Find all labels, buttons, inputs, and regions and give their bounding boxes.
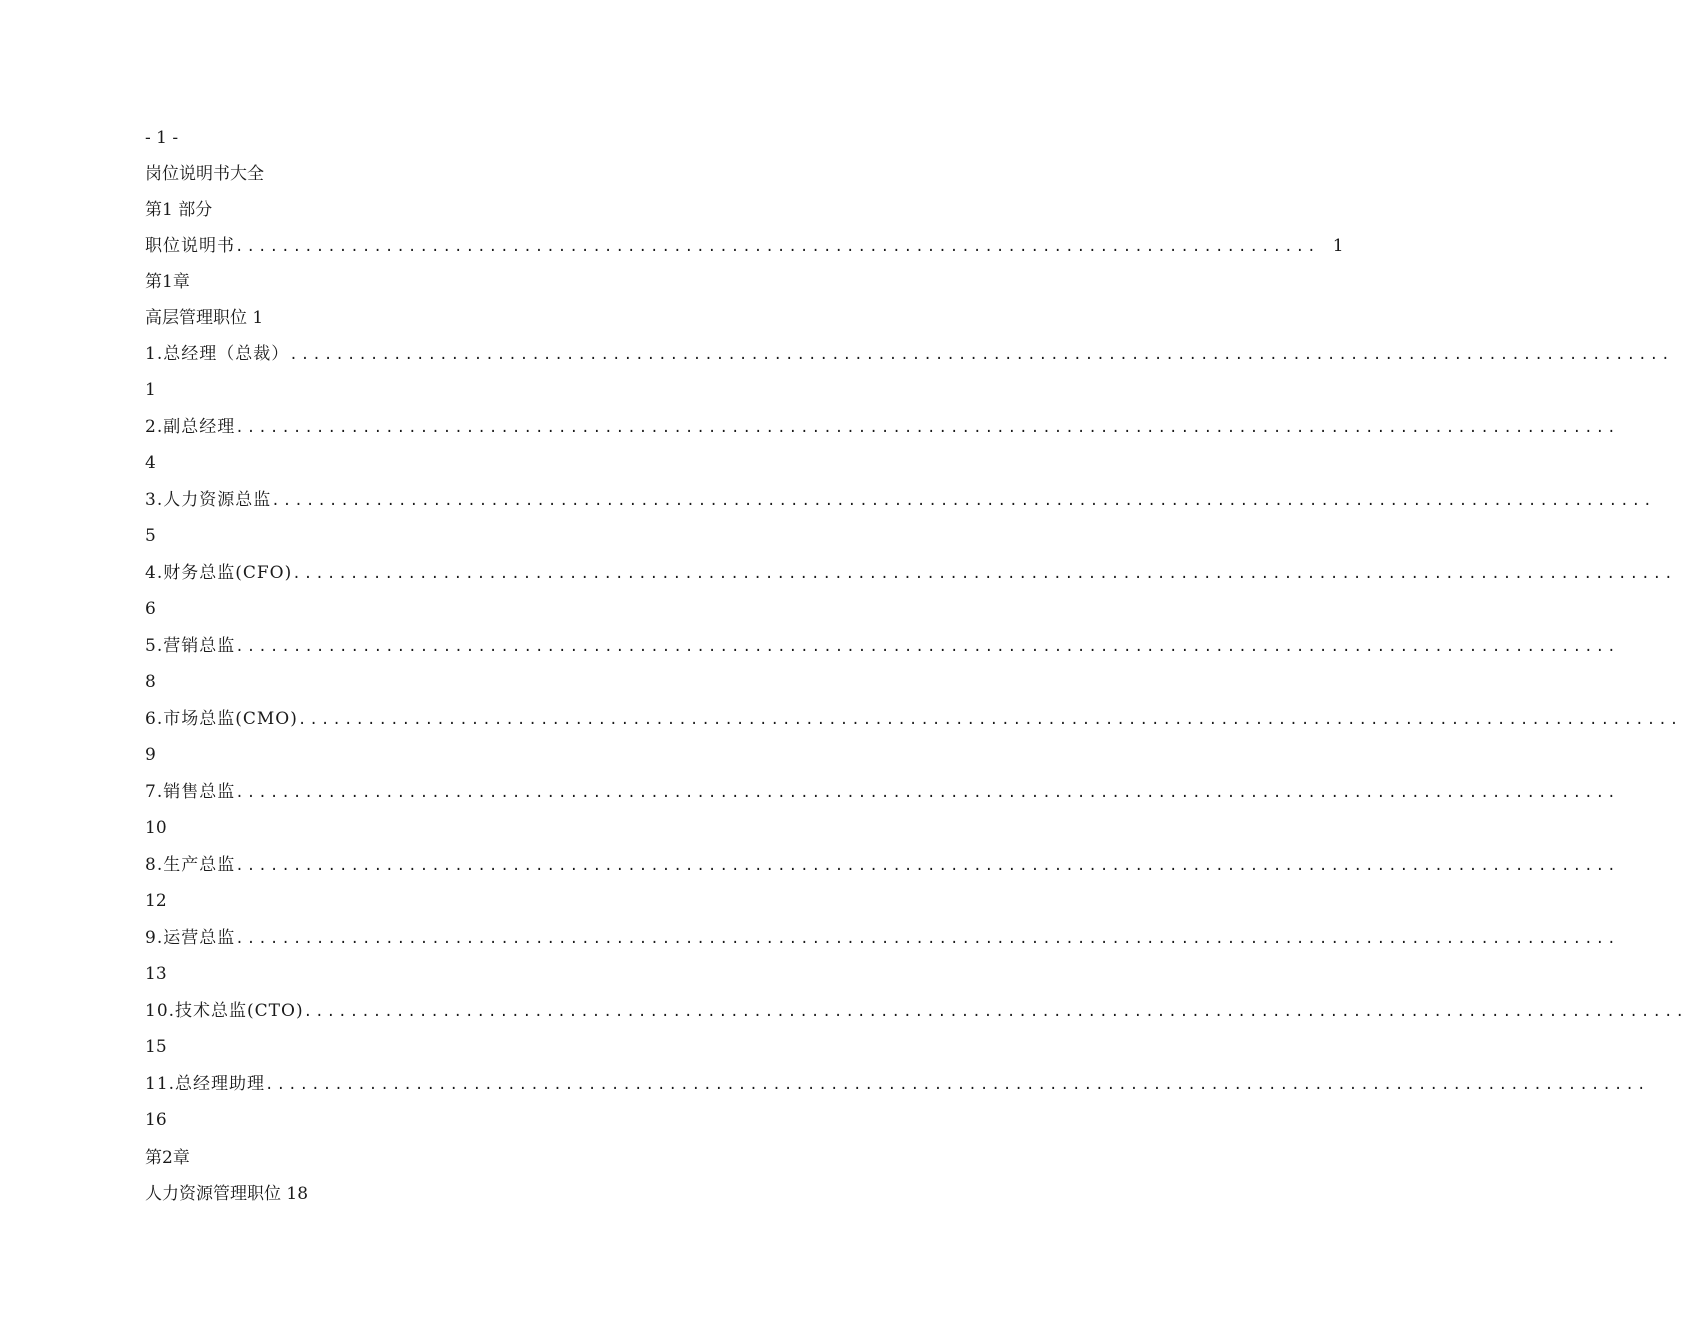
toc-leader-dots: .............................................................................................. — [235, 239, 1319, 255]
toc-entry-page: 13 — [145, 964, 167, 984]
toc-entry[interactable] — [145, 926, 1619, 950]
toc-entry-title: 6.市场总监(CMO) — [145, 709, 298, 729]
toc-entry[interactable] — [145, 707, 1682, 731]
toc-entry-page: 16 — [145, 1110, 167, 1130]
toc-entry[interactable] — [145, 999, 1687, 1023]
toc-entry-title: 3.人力资源总监 — [145, 490, 272, 510]
toc-entry-page: 9 — [145, 745, 156, 765]
toc-entry-page: 1 — [145, 380, 156, 400]
toc-entry-page: 5 — [145, 526, 156, 546]
toc-entry-title: 9.运营总监 — [145, 928, 236, 948]
toc-entry[interactable] — [145, 561, 1676, 585]
toc-entry-page: 12 — [145, 891, 167, 911]
toc-entry-page: 10 — [145, 818, 167, 838]
toc-entry-title: 2.副总经理 — [145, 417, 236, 437]
toc-leader-dots: ........................................................................................................................ — [235, 785, 1619, 801]
chapter-label: 第1章 — [145, 272, 190, 292]
toc-entry-title: 5.营销总监 — [145, 636, 236, 656]
toc-entry-page: 4 — [145, 453, 156, 473]
toc-entry[interactable] — [145, 1072, 1649, 1096]
chapter-title: 人力资源管理职位 18 — [145, 1184, 309, 1204]
toc-entry-page: 8 — [145, 672, 156, 692]
toc-entry-title: 1.总经理（总裁） — [145, 344, 290, 364]
toc-entry[interactable] — [145, 415, 1619, 439]
toc-leader-dots: ........................................................................................................................ — [271, 493, 1655, 509]
toc-leader-dots: ........................................................................................................................ — [235, 420, 1619, 436]
toc-entry-part[interactable] — [145, 234, 1344, 258]
toc-entry-title: 职位说明书 — [145, 236, 235, 256]
toc-entry[interactable] — [145, 780, 1619, 804]
toc-entry[interactable] — [145, 634, 1619, 658]
toc-leader-dots: ........................................................................................................................ — [289, 347, 1673, 363]
toc-leader-dots: ........................................................................................................................ — [235, 931, 1619, 947]
toc-leader-dots: ........................................................................................................................ — [235, 858, 1619, 874]
toc-leader-dots: ........................................................................................................................ — [292, 566, 1676, 582]
toc-entry-title: 10.技术总监(CTO) — [145, 1001, 304, 1021]
toc-entry-title: 8.生产总监 — [145, 855, 236, 875]
toc-leader-dots: ........................................................................................................................ — [265, 1077, 1649, 1093]
toc-entry-title: 7.销售总监 — [145, 782, 236, 802]
toc-entry-page: 6 — [145, 599, 156, 619]
chapter-title: 高层管理职位 1 — [145, 308, 264, 328]
page-number: - 1 - — [145, 128, 179, 148]
toc-entry-page: 1 — [1332, 236, 1344, 256]
toc-entry-title: 4.财务总监(CFO) — [145, 563, 293, 583]
toc-leader-dots: ........................................................................................................................ — [235, 639, 1619, 655]
part-label: 第1 部分 — [145, 200, 213, 220]
toc-entry-title: 11.总经理助理 — [145, 1074, 266, 1094]
toc-entry[interactable] — [145, 853, 1619, 877]
document-title: 岗位说明书大全 — [145, 164, 264, 184]
chapter-label: 第2章 — [145, 1148, 190, 1168]
toc-entry[interactable] — [145, 488, 1655, 512]
toc-entry-page: 15 — [145, 1037, 167, 1057]
toc-entry[interactable] — [145, 342, 1673, 366]
toc-leader-dots: ........................................................................................................................ — [297, 712, 1682, 728]
toc-leader-dots: ........................................................................................................................ — [303, 1004, 1687, 1020]
